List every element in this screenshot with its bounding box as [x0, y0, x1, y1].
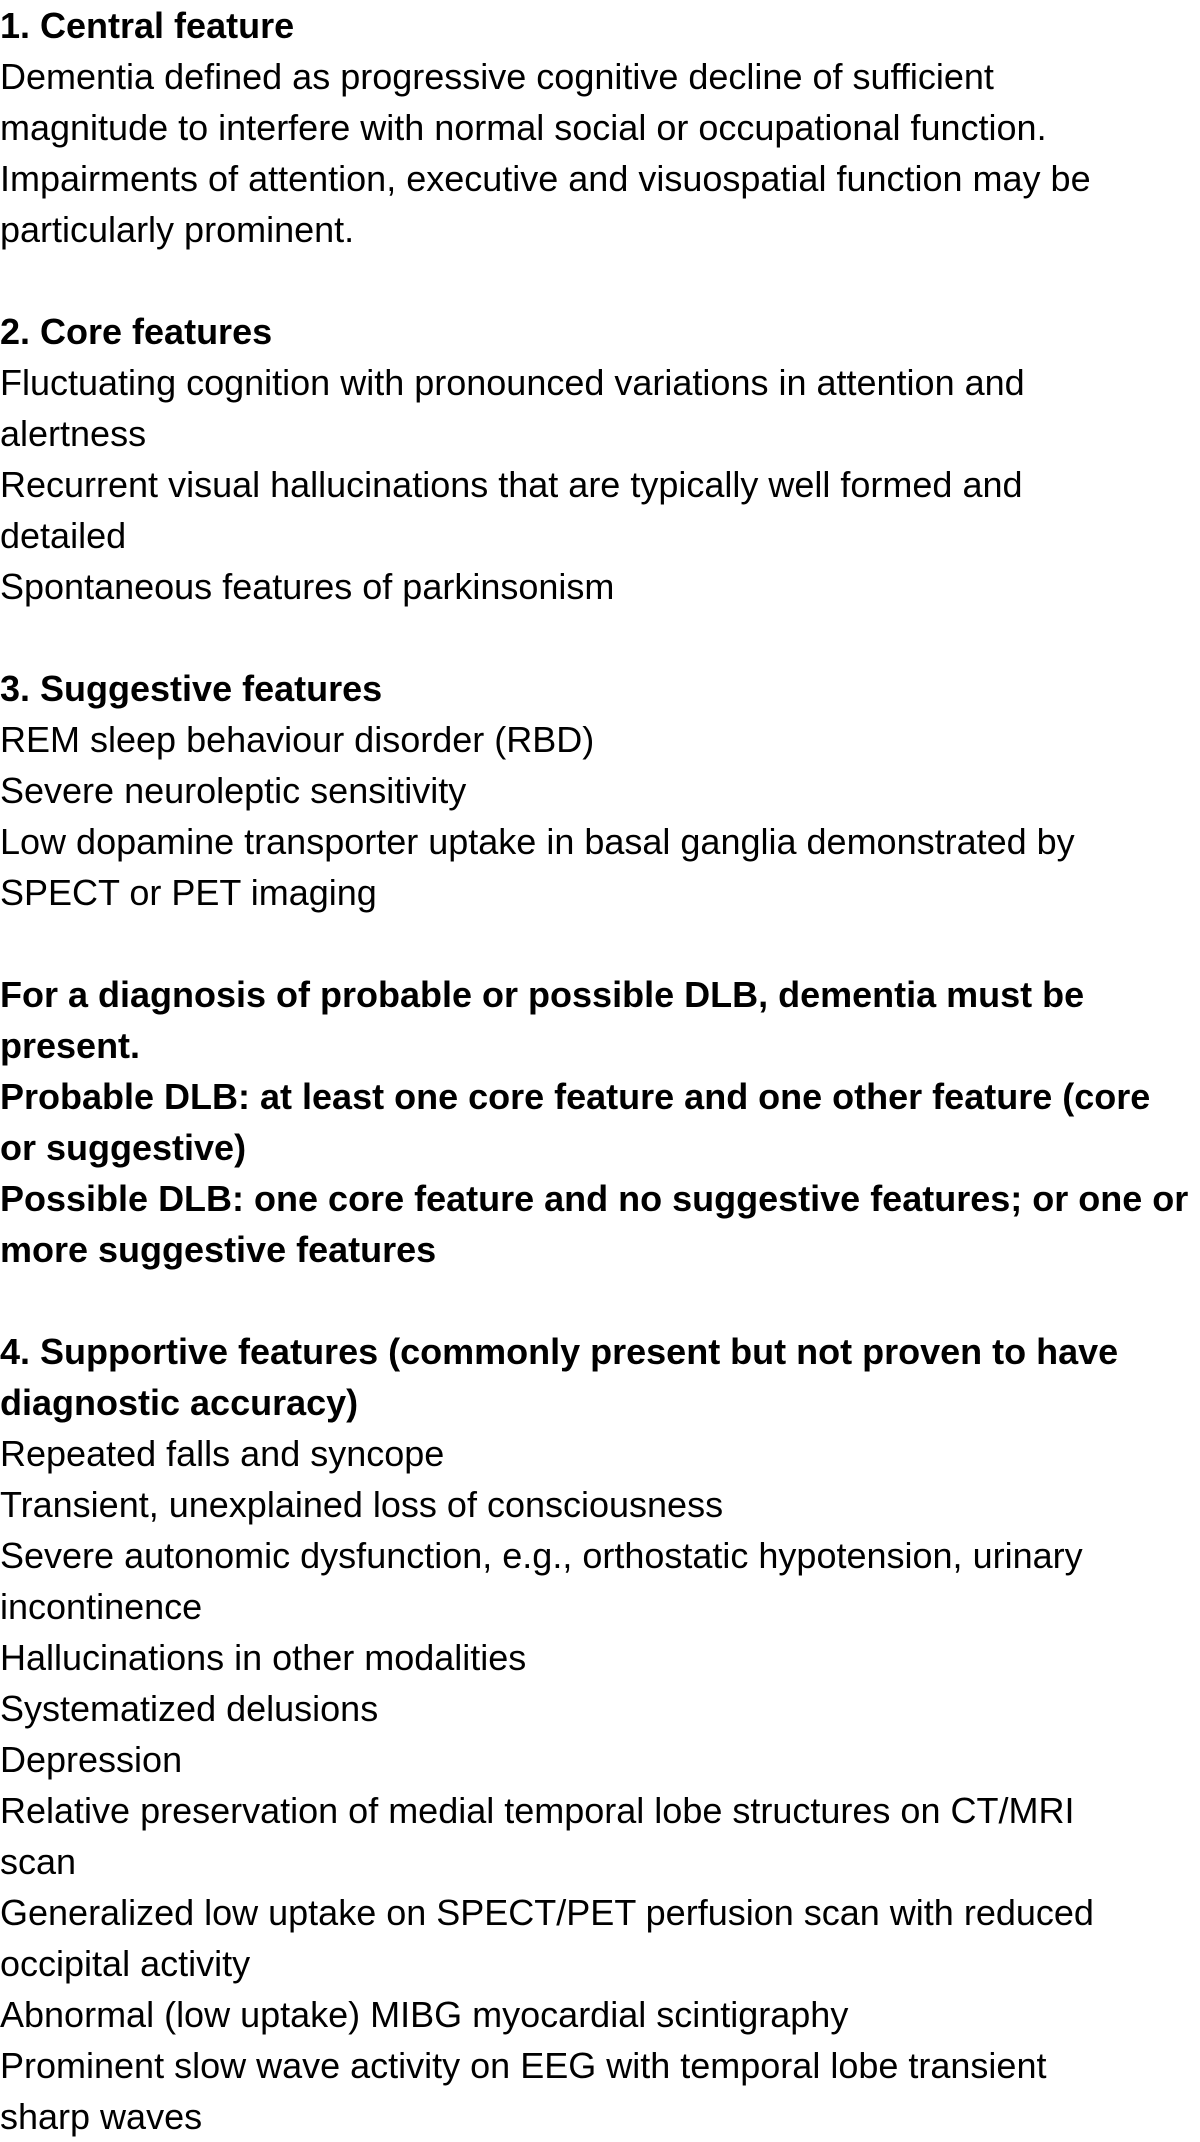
- section-spacer: [0, 255, 1200, 306]
- central-line: particularly prominent.: [0, 209, 355, 250]
- supportive-line: Hallucinations in other modalities: [0, 1637, 527, 1678]
- section-spacer: [0, 1275, 1200, 1326]
- supportive-line: Repeated falls and syncope: [0, 1433, 445, 1474]
- diagnosis-line: Probable DLB: at least one core feature and one other feature (core: [0, 1076, 1151, 1117]
- core-line: Fluctuating cognition with pronounced variations in attention and: [0, 362, 1025, 403]
- supportive-line: occipital activity: [0, 1943, 251, 1984]
- section-heading-supportive: 4. Supportive features (commonly present but not proven to have: [0, 1331, 1119, 1372]
- supportive-line: Severe autonomic dysfunction, e.g., orthostatic hypotension, urinary: [0, 1535, 1083, 1576]
- central-line: magnitude to interfere with normal social or occupational function.: [0, 107, 1047, 148]
- core-line: Recurrent visual hallucinations that are typically well formed and: [0, 464, 1023, 505]
- supportive-line: scan: [0, 1841, 77, 1882]
- diagnosis-line: more suggestive features: [0, 1229, 437, 1270]
- central-line: Dementia defined as progressive cognitive decline of sufficient: [0, 56, 994, 97]
- core-line: detailed: [0, 515, 127, 556]
- supportive-line: Generalized low uptake on SPECT/PET perfusion scan with reduced: [0, 1892, 1094, 1933]
- diagnosis-line: or suggestive): [0, 1127, 247, 1168]
- supportive-line: Relative preservation of medial temporal lobe structures on CT/MRI: [0, 1790, 1075, 1831]
- supportive-line: Transient, unexplained loss of consciousness: [0, 1484, 724, 1525]
- supportive-line: incontinence: [0, 1586, 203, 1627]
- section-heading-supportive: diagnostic accuracy): [0, 1382, 359, 1423]
- supportive-line: Depression: [0, 1739, 183, 1780]
- diagnosis-line: For a diagnosis of probable or possible DLB, dementia must be: [0, 974, 1085, 1015]
- supportive-line: Abnormal (low uptake) MIBG myocardial scintigraphy: [0, 1994, 849, 2035]
- diagnosis-line: present.: [0, 1025, 141, 1066]
- supportive-line: Prominent slow wave activity on EEG with temporal lobe transient: [0, 2045, 1047, 2086]
- supportive-line: Systematized delusions: [0, 1688, 379, 1729]
- diagnosis-line: Possible DLB: one core feature and no suggestive features; or one or: [0, 1178, 1189, 1219]
- core-line: Spontaneous features of parkinsonism: [0, 566, 615, 607]
- section-heading-core: 2. Core features: [0, 311, 273, 352]
- suggestive-line: Severe neuroleptic sensitivity: [0, 770, 467, 811]
- section-spacer: [0, 918, 1200, 969]
- core-line: alertness: [0, 413, 147, 454]
- suggestive-line: REM sleep behaviour disorder (RBD): [0, 719, 595, 760]
- section-heading-suggestive: 3. Suggestive features: [0, 668, 383, 709]
- suggestive-line: SPECT or PET imaging: [0, 872, 377, 913]
- section-heading-central: 1. Central feature: [0, 5, 295, 46]
- section-spacer: [0, 612, 1200, 663]
- supportive-line: sharp waves: [0, 2096, 203, 2137]
- suggestive-line: Low dopamine transporter uptake in basal ganglia demonstrated by: [0, 821, 1075, 862]
- central-line: Impairments of attention, executive and visuospatial function may be: [0, 158, 1091, 199]
